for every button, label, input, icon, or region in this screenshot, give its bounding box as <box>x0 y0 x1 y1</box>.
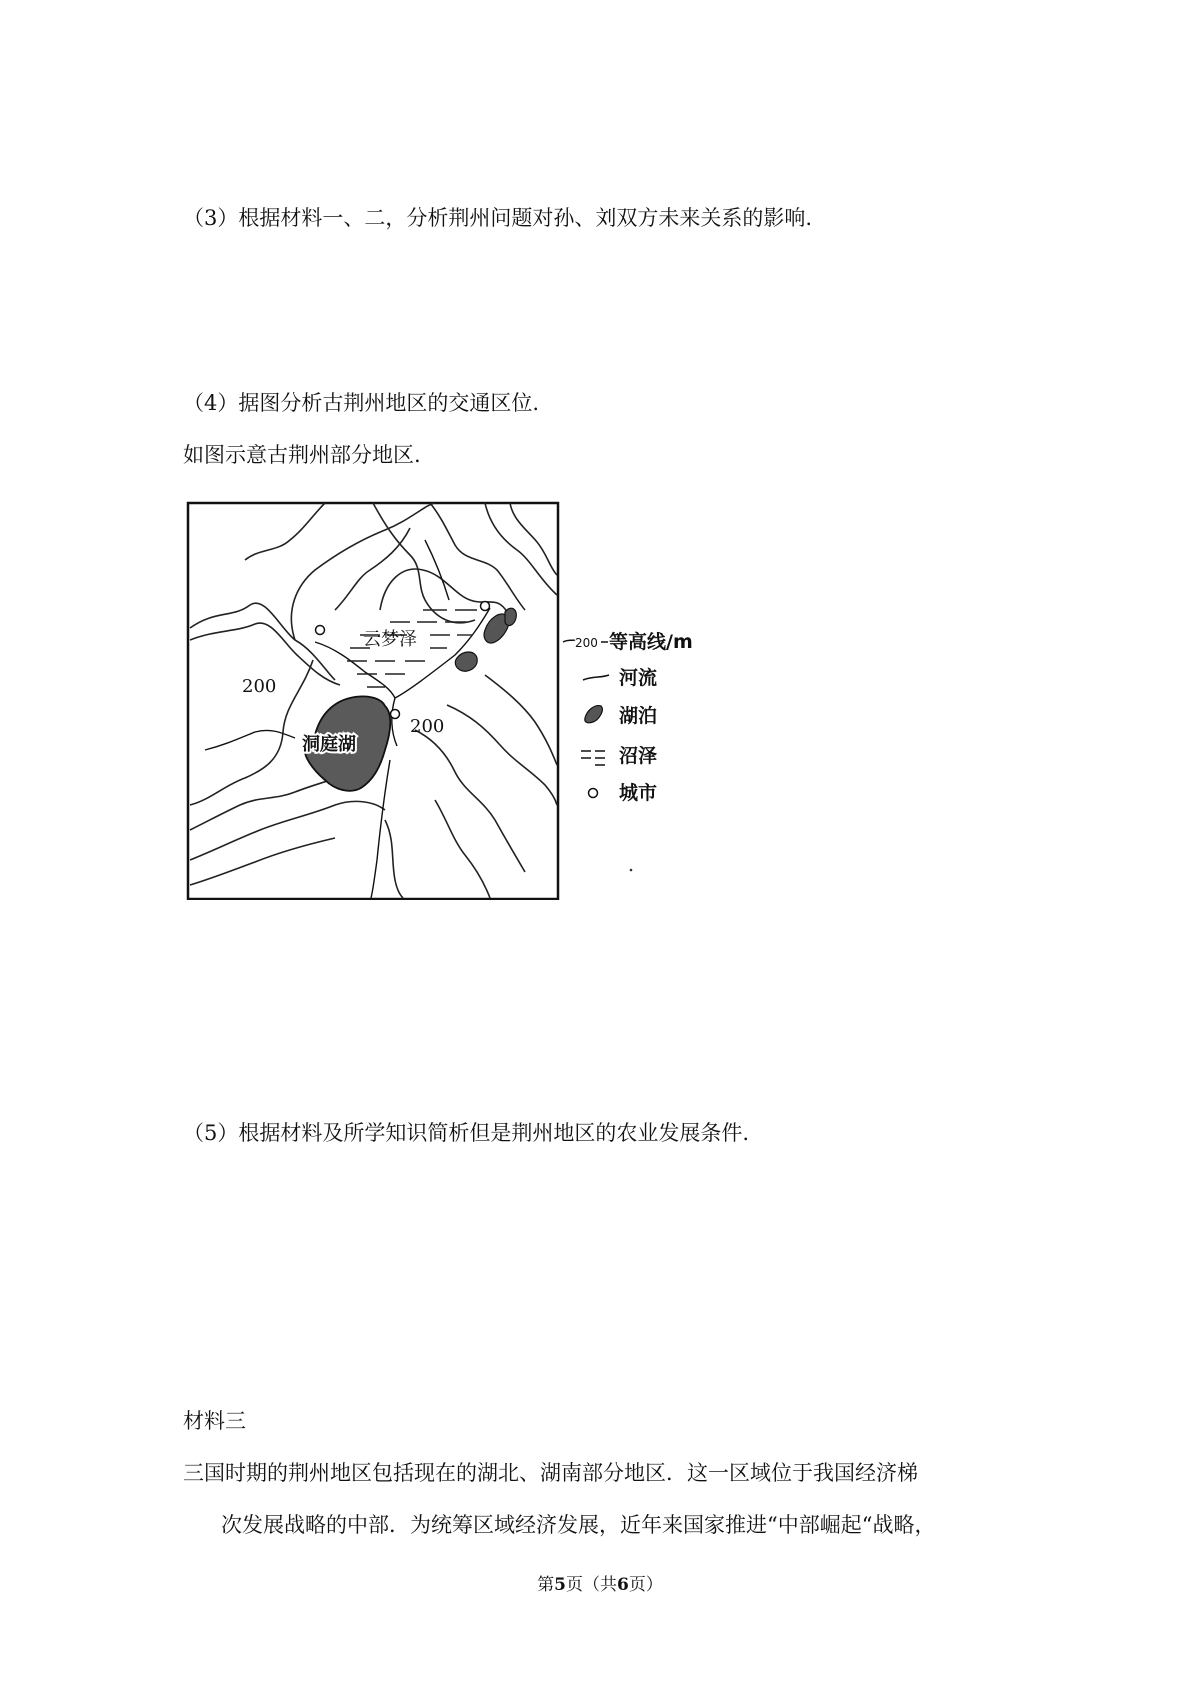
footer-page-number: 5 <box>554 1575 566 1595</box>
legend-swamp-symbol <box>581 751 605 765</box>
city-marker-west <box>316 626 325 635</box>
question-5: （5）根据材料及所学知识简析但是荆州地区的农业发展条件. <box>183 1121 750 1145</box>
label-dongtinghu: 洞庭湖 <box>302 734 356 755</box>
map-caption: 如图示意古荆州部分地区. <box>183 443 421 467</box>
footer-middle: 页（共 <box>566 1575 617 1595</box>
legend-contour-symbol <box>563 640 575 642</box>
question-3: （3）根据材料一、二，分析荆州问题对孙、刘双方未来关系的影响. <box>183 206 813 230</box>
legend-city-label: 城市 <box>619 782 658 804</box>
legend-lake-label: 湖泊 <box>619 705 658 727</box>
material-3-title: 材料三 <box>183 1409 246 1433</box>
legend-river-symbol <box>583 675 609 680</box>
material-3-line-2: 次发展战略的中部．为统筹区域经济发展，近年来国家推进“中部崛起“战略， <box>221 1513 936 1537</box>
lake-east-3 <box>455 652 477 671</box>
legend-contour-sample: 200 <box>575 636 598 650</box>
print-dot <box>630 869 633 872</box>
lake-east-2 <box>505 608 516 625</box>
legend-contour-label: 等高线/m <box>609 631 693 653</box>
map-legend <box>563 630 693 804</box>
label-contour-right: 200 <box>410 716 445 737</box>
legend-river-label: 河流 <box>619 667 658 689</box>
legend-swamp-label: 沼泽 <box>619 745 658 767</box>
label-contour-left: 200 <box>242 676 277 697</box>
footer-suffix: 页） <box>628 1575 663 1595</box>
legend-city-symbol <box>589 789 598 798</box>
city-marker-south <box>391 710 400 719</box>
city-marker-northeast <box>481 602 490 611</box>
footer-prefix: 第 <box>537 1575 555 1595</box>
legend-lake-symbol <box>585 706 602 723</box>
jingzhou-map <box>185 500 725 900</box>
footer-total-pages: 6 <box>617 1575 629 1595</box>
page-footer <box>0 1573 1200 1597</box>
label-yunmengze: 云梦泽 <box>363 629 417 650</box>
question-4: （4）据图分析古荆州地区的交通区位. <box>183 391 540 415</box>
material-3-line-1: 三国时期的荆州地区包括现在的湖北、湖南部分地区．这一区域位于我国经济梯 <box>183 1461 918 1485</box>
